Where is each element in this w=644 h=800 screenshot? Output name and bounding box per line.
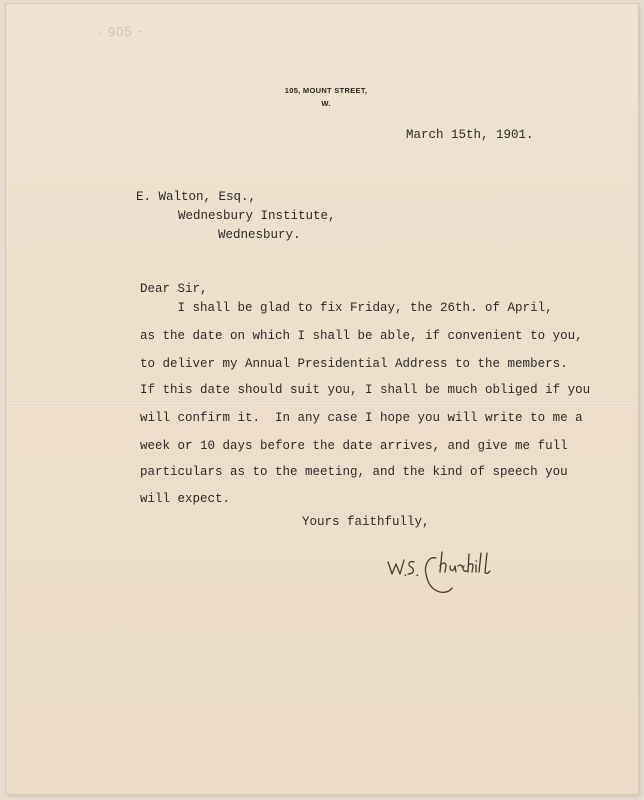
pencil-archive-note: · 905 - bbox=[97, 23, 143, 40]
handwritten-signature bbox=[384, 548, 534, 598]
body-line: I shall be glad to fix Friday, the 26th. of April, bbox=[140, 301, 553, 315]
body-line: to deliver my Annual Presidential Address to the members. bbox=[140, 357, 568, 371]
recipient-town: Wednesbury. bbox=[218, 228, 301, 242]
body-line: will expect. bbox=[140, 492, 231, 506]
body-line: as the date on which I shall be able, if convenient to you, bbox=[140, 329, 583, 343]
letterhead-district: W. bbox=[321, 99, 331, 108]
body-line: If this date should suit you, I shall be much obliged if you bbox=[140, 383, 591, 397]
letterhead-address: 105, MOUNT STREET, bbox=[284, 86, 368, 95]
paper-fold-crease bbox=[6, 405, 638, 408]
body-line: particulars as to the meeting, and the kind of speech you bbox=[140, 465, 568, 479]
recipient-institution: Wednesbury Institute, bbox=[178, 209, 336, 223]
letter-sheet bbox=[6, 4, 638, 794]
recipient-name: E. Walton, Esq., bbox=[136, 190, 257, 204]
salutation: Dear Sir, bbox=[140, 282, 208, 296]
complimentary-close: Yours faithfully, bbox=[302, 515, 430, 529]
letter-date: March 15th, 1901. bbox=[406, 128, 534, 142]
body-line: will confirm it. In any case I hope you will write to me a bbox=[140, 411, 583, 425]
body-line: week or 10 days before the date arrives, and give me full bbox=[140, 439, 568, 453]
letterhead bbox=[256, 84, 396, 110]
